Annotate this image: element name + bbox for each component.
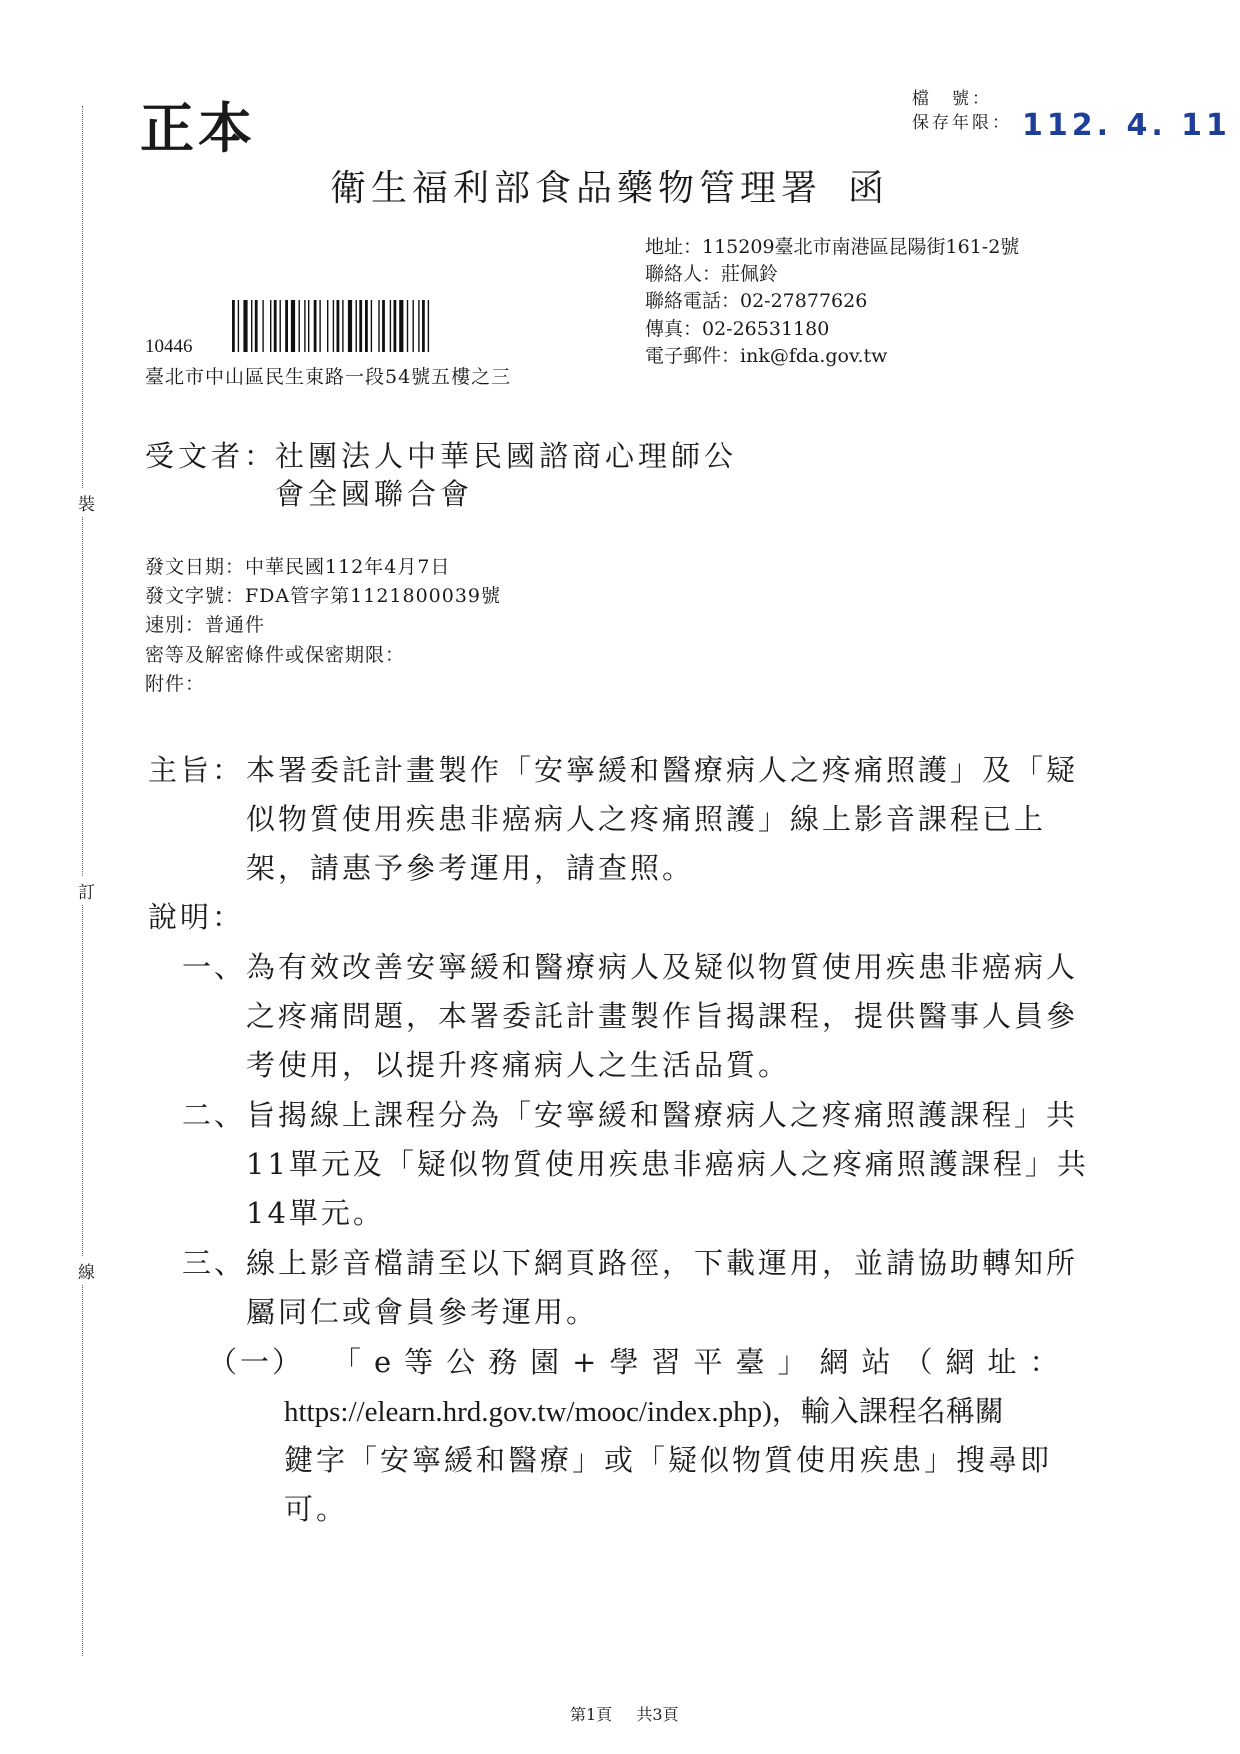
sub-item-1-line: 鍵字「安寧緩和醫療」或「疑似物質使用疾患」搜尋即	[284, 1443, 1053, 1477]
barcode-bar	[407, 300, 408, 352]
binding-mark-zhuang: 裝	[78, 488, 95, 517]
contact-email: 電子郵件：ink@fda.gov.tw	[645, 345, 888, 367]
attachment: 附件：	[145, 673, 206, 695]
barcode-bar	[304, 300, 305, 352]
barcode-bar	[251, 300, 252, 352]
postal-code: 10446	[145, 336, 193, 357]
course-url-line: https://elearn.hrd.gov.tw/mooc/index.php)，輸入課程名稱關	[284, 1396, 1004, 1428]
barcode-bar	[413, 300, 414, 352]
recipient-label: 受文者：	[145, 439, 278, 473]
copy-mark: 正本	[140, 96, 256, 160]
barcode-bar	[314, 300, 317, 352]
binding-mark-xian: 線	[78, 1256, 95, 1285]
barcode-bar	[255, 300, 258, 352]
barcode-bar	[337, 300, 340, 352]
sub-item-1-line: 可。	[284, 1492, 349, 1526]
subject-line: 本署委託計畫製作「安寧緩和醫療病人之疼痛照護」及「疑	[246, 753, 1079, 787]
barcode-bar	[422, 300, 425, 352]
reference-number: 發文字號：FDA管字第1121800039號	[145, 585, 502, 607]
item-3-line: 屬同仁或會員參考運用。	[246, 1295, 599, 1329]
barcode-bar	[243, 300, 247, 352]
barcode-bar	[238, 300, 239, 352]
barcode-bar	[399, 300, 403, 352]
barcode-bar	[418, 300, 419, 352]
barcode	[232, 300, 532, 352]
contact-phone: 聯絡電話：02-27877626	[645, 290, 868, 312]
item-2-line: 14單元。	[246, 1196, 385, 1230]
contact-person: 聯絡人：莊佩鈴	[645, 263, 779, 285]
mailing-address: 臺北市中山區民生東路一段54號五樓之三	[145, 366, 512, 388]
barcode-bar	[262, 300, 263, 352]
page-indicator	[570, 1702, 679, 1725]
contact-address: 地址：115209臺北市南港區昆陽街161-2號	[645, 236, 1020, 258]
file-number-label: 檔 號：	[912, 89, 992, 109]
explanation-label: 說明：	[148, 900, 245, 934]
barcode-bar	[365, 300, 368, 352]
recipient-line-1: 社團法人中華民國諮商心理師公	[275, 439, 738, 473]
issue-date: 發文日期：中華民國112年4月7日	[145, 556, 451, 578]
delivery-speed: 速別：普通件	[145, 614, 266, 636]
barcode-bar	[359, 300, 362, 352]
barcode-bar	[394, 300, 397, 352]
item-1-number: 一、	[182, 950, 247, 984]
item-2-line: 11單元及「疑似物質使用疾患非癌病人之疼痛照護課程」共	[246, 1147, 1089, 1181]
item-1-line: 為有效改善安寧緩和醫療病人及疑似物質使用疾患非癌病人	[246, 950, 1079, 984]
item-2-line: 旨揭線上課程分為「安寧緩和醫療病人之疼痛照護課程」共	[246, 1098, 1079, 1132]
barcode-bar	[270, 300, 271, 352]
received-date-stamp: 112. 4. 11	[1022, 108, 1231, 143]
retention-label: 保存年限：	[912, 113, 1012, 133]
barcode-bar	[356, 300, 357, 352]
barcode-bar	[232, 300, 235, 352]
item-3-line: 線上影音檔請至以下網頁路徑，下載運用，並請協助轉知所	[246, 1246, 1079, 1280]
barcode-bar	[280, 300, 281, 352]
subject-line: 架，請惠予參考運用，請查照。	[246, 851, 695, 885]
contact-fax: 傳真：02-26531180	[645, 318, 830, 340]
subject-line: 似物質使用疾患非癌病人之疼痛照護」線上影音課程已上	[246, 802, 1047, 836]
barcode-bar	[348, 300, 352, 352]
barcode-bar	[319, 300, 320, 352]
barcode-bar	[342, 300, 343, 352]
binding-mark-ding: 訂	[78, 876, 95, 905]
barcode-bar	[428, 300, 429, 352]
barcode-bar	[291, 300, 295, 352]
barcode-bar	[390, 300, 391, 352]
agency-title: 衛生福利部食品藥物管理署	[330, 168, 823, 209]
barcode-bar	[285, 300, 288, 352]
recipient-line-2: 會全國聯合會	[275, 477, 474, 511]
page-total: 共3頁	[636, 1705, 679, 1724]
barcode-bar	[299, 300, 300, 352]
item-2-number: 二、	[182, 1098, 247, 1132]
barcode-bar	[378, 300, 379, 352]
barcode-bar	[274, 300, 277, 352]
barcode-bar	[382, 300, 385, 352]
item-3-number: 三、	[182, 1246, 247, 1280]
barcode-bar	[333, 300, 334, 352]
page-number: 第1頁	[570, 1705, 613, 1724]
sub-item-1-line: 「e等公務園+學習平臺」網站（網址：	[332, 1345, 1072, 1379]
barcode-bar	[327, 300, 328, 352]
barcode-bar	[308, 300, 309, 352]
item-1-line: 考使用，以提升疼痛病人之生活品質。	[246, 1048, 791, 1082]
item-1-line: 之疼痛問題，本署委託計畫製作旨揭課程，提供醫事人員參	[246, 999, 1079, 1033]
barcode-bar	[371, 300, 372, 352]
secrecy-level: 密等及解密條件或保密期限：	[145, 644, 406, 666]
subject-label: 主旨：	[148, 753, 245, 787]
document-type: 函	[848, 168, 885, 209]
sub-item-1-number: （一）	[208, 1345, 305, 1379]
